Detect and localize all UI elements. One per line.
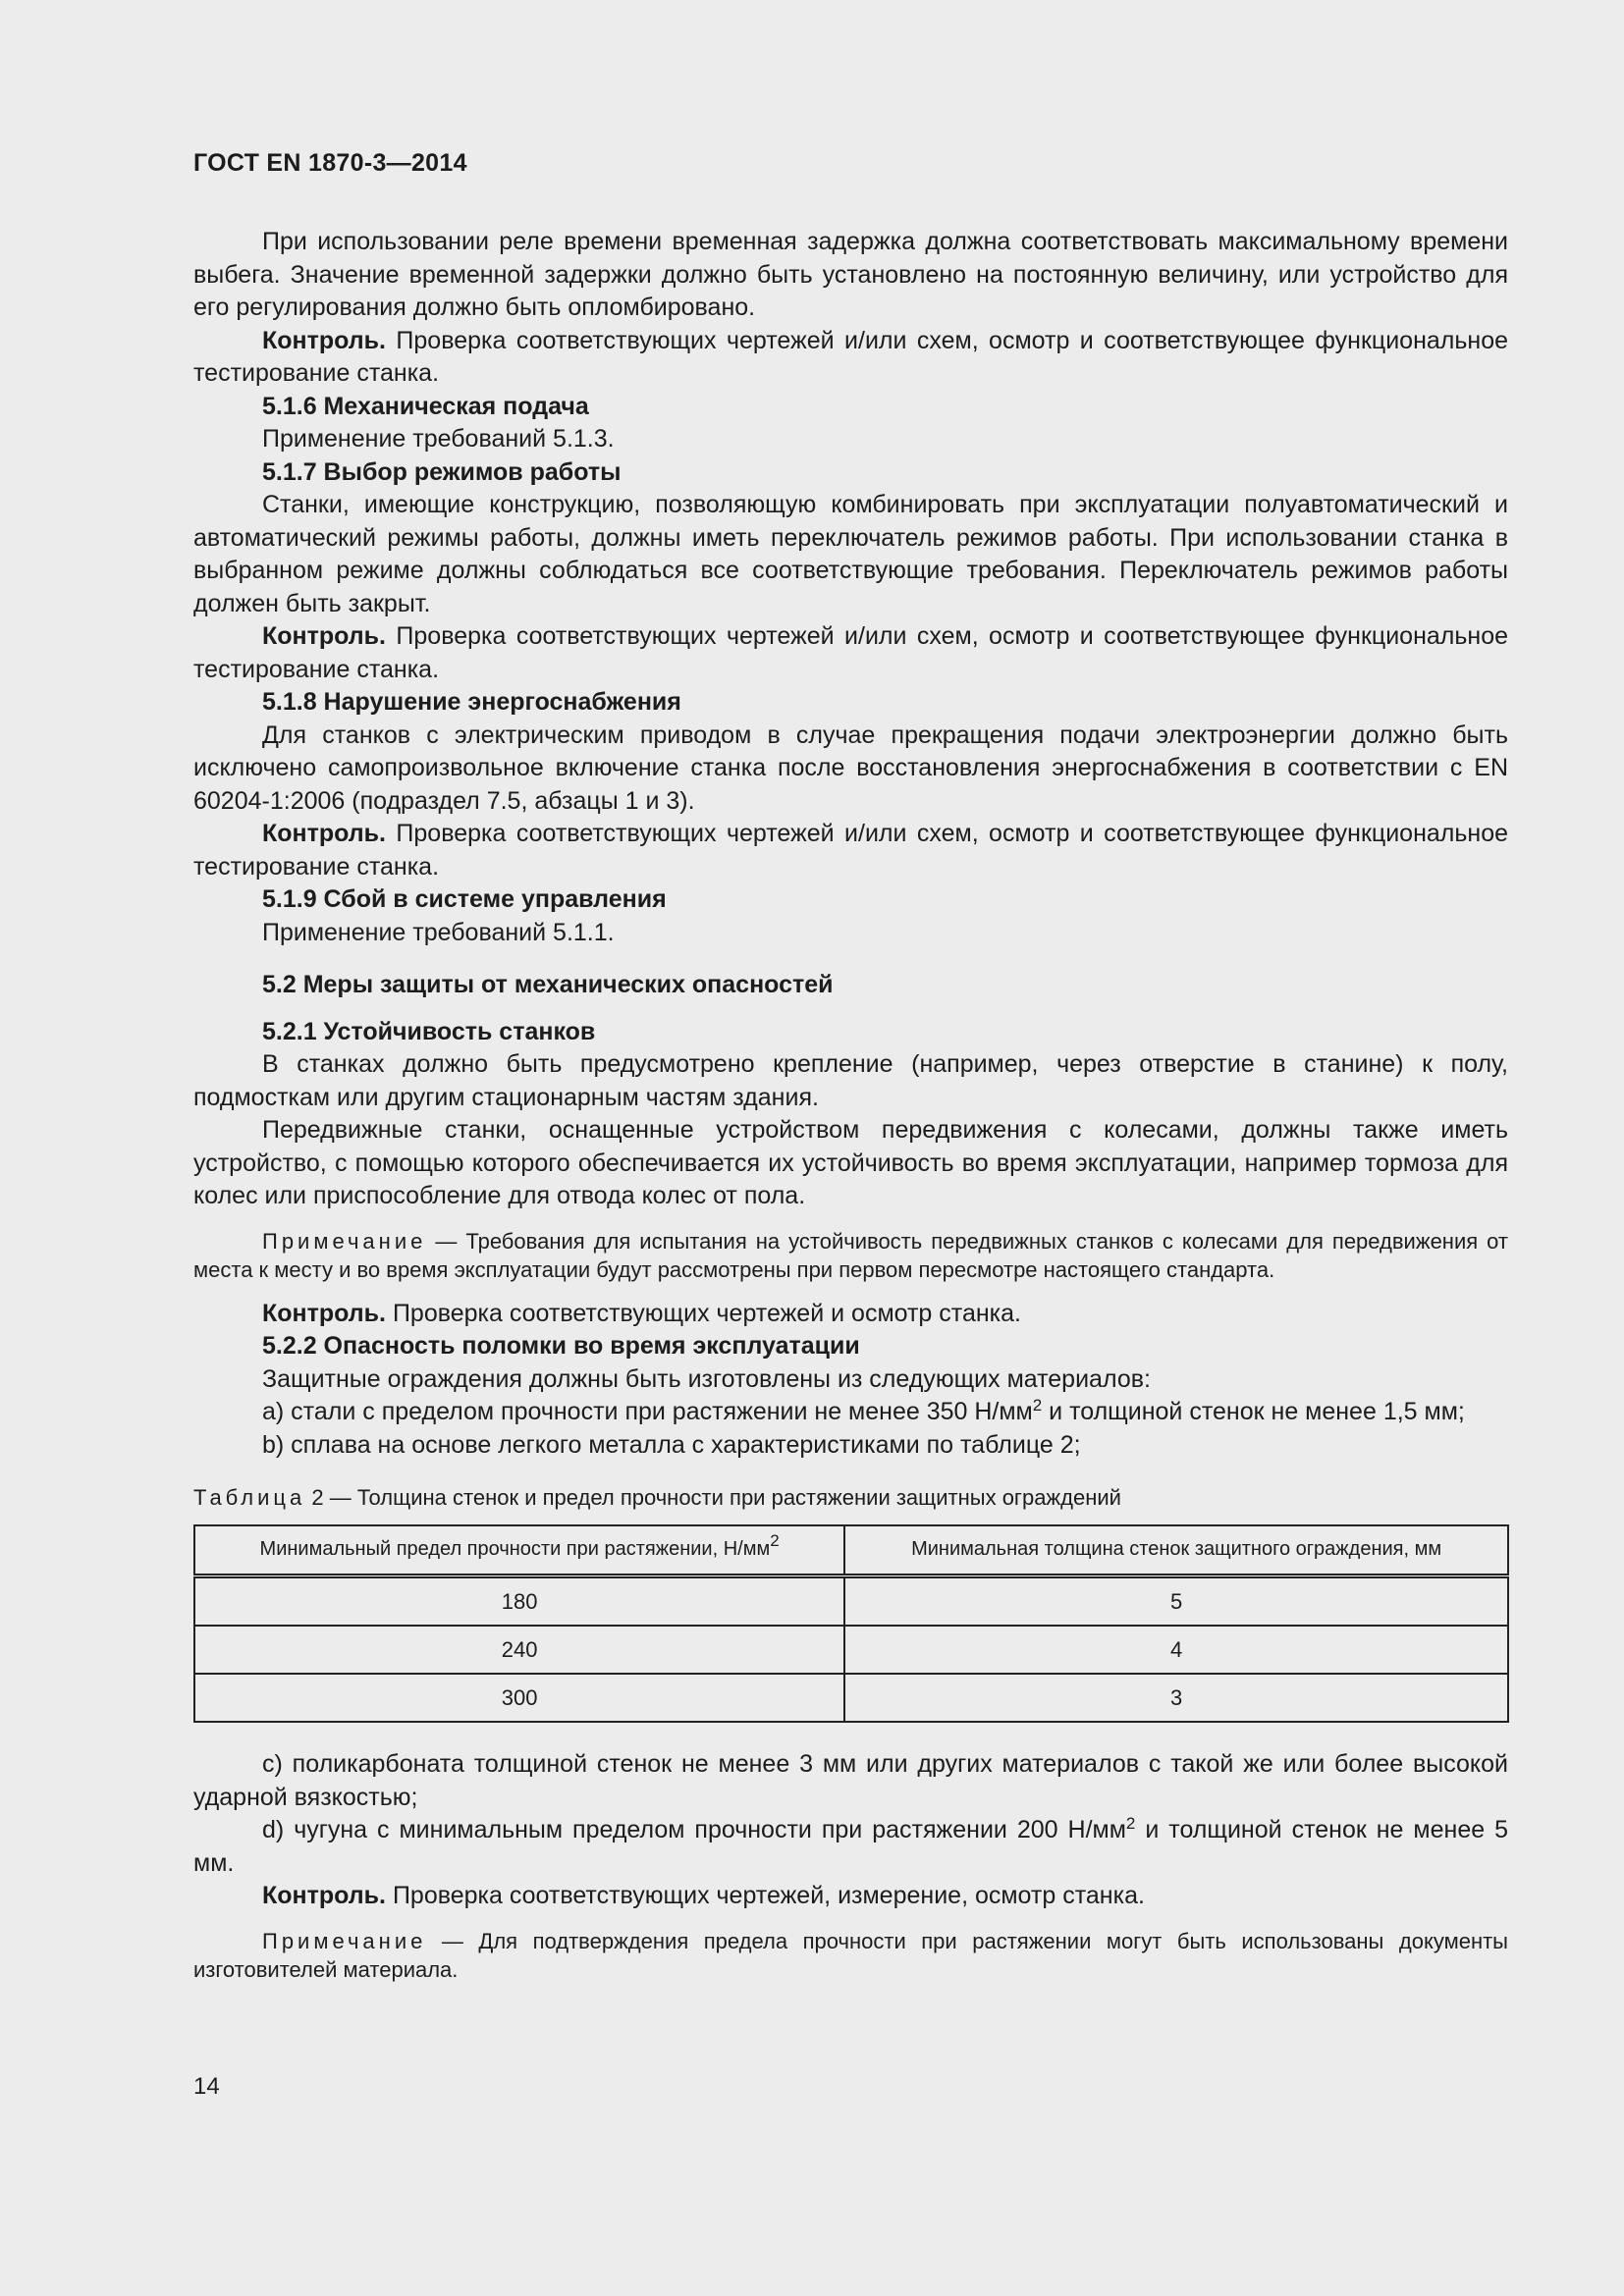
table-cell-strength: 300 [194, 1674, 844, 1722]
data-table [193, 1524, 1509, 1723]
note-paragraph [193, 1927, 1508, 1984]
superscript: 2 [1125, 1814, 1136, 1833]
table-row [194, 1626, 1508, 1674]
control-label: Контроль. [262, 1299, 386, 1327]
control-text: Проверка соответствующих чертежей и/или схем, осмотр и соответствующее функциональное тестирование станка. [193, 622, 1508, 683]
section-heading-5-1-8: 5.1.8 Нарушение энергоснабжения [262, 688, 681, 716]
note-text: — Для подтверждения предела прочности при растяжении могут быть использованы документы изготовителей материала. [193, 1928, 1508, 1982]
control-paragraph [193, 325, 1508, 391]
table-caption-label: Таблица [193, 1485, 306, 1510]
control-text: Проверка соответствующих чертежей и/или схем, осмотр и соответствующее функциональное тестирование станка. [193, 326, 1508, 387]
paragraph: Для станков с электрическим приводом в случае прекращения подачи электроэнергии должно быть исключено самопроизвольное включение станка после восстановления энергоснабжения в соответствии с EN 60204-1:2006 (подраздел 7.5, абзацы 1 и 3). [193, 721, 1508, 815]
control-label: Контроль. [262, 820, 386, 847]
control-label: Контроль. [262, 622, 386, 650]
table-cell-thickness: 5 [844, 1576, 1508, 1627]
paragraph: Применение требований 5.1.3. [262, 425, 615, 453]
control-paragraph [193, 620, 1508, 686]
table-caption [193, 1483, 1508, 1513]
section-heading-5-1-6: 5.1.6 Механическая подача [262, 392, 589, 420]
table-header-strength [194, 1525, 844, 1576]
control-paragraph [193, 818, 1508, 883]
section-heading-5-2-1: 5.2.1 Устойчивость станков [262, 1017, 596, 1045]
document-body [193, 226, 1508, 1984]
paragraph: Станки, имеющие конструкцию, позволяющую комбинировать при эксплуатации полуавтоматический и автоматический режимы работы, должны иметь переключатель режимов работы. При использовании станка в выбранном режиме должны соблюдаться все соответствующие требования. Переключатель режимов работы должен быть закрыт. [193, 491, 1508, 617]
note-text: — Требования для испытания на устойчивость передвижных станков с колесами для передвижения от места к месту и во время эксплуатации будут рассмотрены при первом пересмотре настоящего стандарта. [193, 1228, 1508, 1282]
control-text: Проверка соответствующих чертежей, измерение, осмотр станка. [386, 1882, 1145, 1909]
note-label: Примечание [262, 1228, 427, 1254]
section-heading-5-2-2: 5.2.2 Опасность поломки во время эксплуатации [262, 1332, 860, 1360]
list-item-c: c) поликарбоната толщиной стенок не менее 3 мм или других материалов с такой же или более высокой ударной вязкостью; [193, 1750, 1508, 1811]
paragraph: Защитные ограждения должны быть изготовлены из следующих материалов: [262, 1364, 1151, 1393]
table-cell-thickness: 4 [844, 1626, 1508, 1674]
paragraph: Передвижные станки, оснащенные устройством передвижения с колесами, должны также иметь устройство, с помощью которого обеспечивается их устойчивость во время эксплуатации, например тормоза для колес или приспособление для отвода колес от пола. [193, 1116, 1508, 1209]
table-cell-strength: 240 [194, 1626, 844, 1674]
header-text: Минимальный предел прочности при растяжении, Н/мм [259, 1538, 771, 1561]
paragraph: Применение требований 5.1.1. [262, 918, 615, 946]
table-cell-strength: 180 [194, 1576, 844, 1627]
paragraph: В станках должно быть предусмотрено крепление (например, через отверстие в станине) к полу, подмосткам или другим стационарным частям здания. [193, 1050, 1508, 1111]
table-cell-thickness: 3 [844, 1674, 1508, 1722]
list-item-text: d) чугуна с минимальным пределом прочности при растяжении 200 Н/мм [262, 1816, 1126, 1843]
note-paragraph [193, 1227, 1508, 1284]
superscript: 2 [1032, 1396, 1043, 1415]
document-header: ГОСТ EN 1870-3—2014 [193, 149, 467, 177]
list-item-text: и толщиной стенок не менее 5 мм. [193, 1816, 1509, 1877]
list-item-a [193, 1396, 1508, 1429]
paragraph: При использовании реле времени временная задержка должна соответствовать максимальному времени выбега. Значение временной задержки должно быть установлено на постоянную величину, или устройство для его регулирования должно быть опломбировано. [193, 228, 1508, 321]
section-heading-5-2: 5.2 Меры защиты от механических опасностей [262, 971, 834, 998]
list-item-d [193, 1814, 1508, 1880]
list-item-b: b) сплава на основе легкого металла с характеристиками по таблице 2; [262, 1430, 1081, 1459]
table-row [194, 1576, 1508, 1627]
table-header-row [194, 1525, 1508, 1576]
table-header-thickness: Минимальная толщина стенок защитного ограждения, мм [844, 1525, 1508, 1576]
page-number: 14 [193, 2073, 220, 2100]
list-item-text: a) стали с пределом прочности при растяжении не менее 350 Н/мм [262, 1398, 1033, 1425]
control-label: Контроль. [262, 1882, 386, 1909]
table-row [194, 1674, 1508, 1722]
control-paragraph [193, 1880, 1508, 1913]
note-label: Примечание [262, 1928, 427, 1953]
control-label: Контроль. [262, 326, 386, 354]
section-heading-5-1-7: 5.1.7 Выбор режимов работы [262, 457, 622, 486]
section-heading-5-1-9: 5.1.9 Сбой в системе управления [262, 885, 667, 913]
table-caption-text: 2 — Толщина стенок и предел прочности при растяжении защитных ограждений [305, 1485, 1121, 1510]
control-text: Проверка соответствующих чертежей и/или схем, осмотр и соответствующее функциональное тестирование станка. [193, 820, 1508, 881]
list-item-text: и толщиной стенок не менее 1,5 мм; [1042, 1398, 1465, 1425]
control-text: Проверка соответствующих чертежей и осмотр станка. [386, 1299, 1021, 1327]
superscript: 2 [770, 1531, 780, 1551]
control-paragraph [193, 1298, 1508, 1331]
